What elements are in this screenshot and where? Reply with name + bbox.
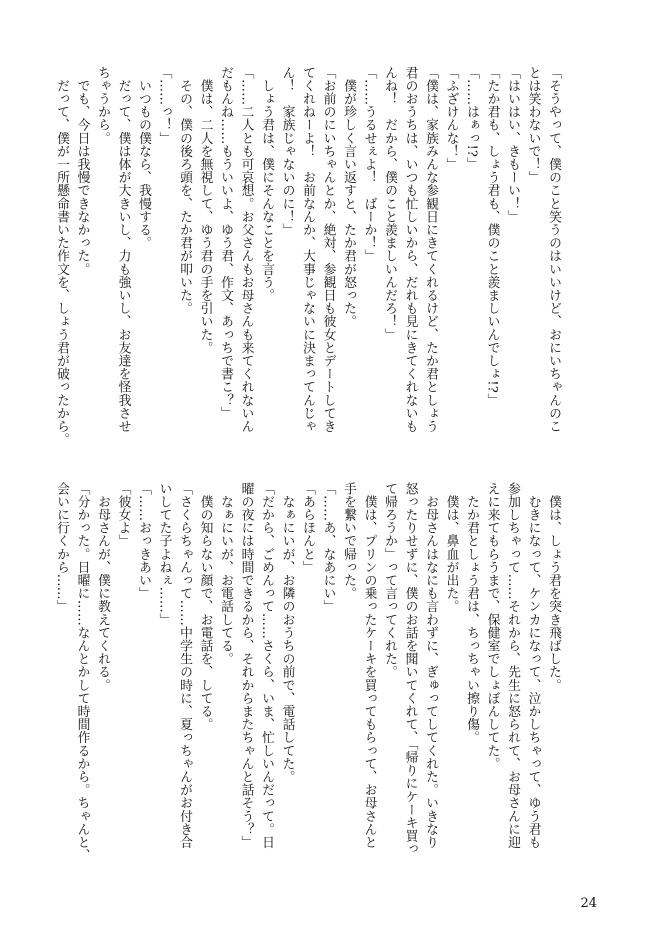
text-block-bottom	[51, 482, 564, 862]
text-line: 手を繋いで帰った。	[341, 482, 356, 600]
text-line: 参加しちゃって……それから、先生に怒られて、お母さんに迎	[505, 482, 520, 849]
text-line: その、僕の後ろ頭を、たか君が叩いた。	[177, 66, 192, 315]
text-line: なぁにいが、お電話してる。	[218, 482, 233, 666]
text-line: お母さんが、僕に教えてくれる。	[95, 482, 110, 692]
text-line: 「分かった。日曜に……なんとかして時間作るから。ちゃんと、	[74, 482, 90, 862]
text-line: だって、僕が一所懸命書いた作文を、しょう君が破ったから。	[54, 66, 69, 446]
text-line: 会いに行くから……」	[54, 482, 69, 613]
text-line: でも、今日は我慢できなかった。	[74, 66, 90, 276]
text-line: んね！ だから、僕のこと羨ましいんだろ！」	[382, 66, 397, 342]
text-line: 「だから、ごめんって……さくら、いま、忙しいんだって。日	[259, 482, 274, 849]
page-number: 24	[580, 896, 597, 911]
text-line: 「彼女よ」	[115, 482, 131, 548]
text-line: 「はいはい、きもーい！」	[505, 66, 520, 224]
text-line: 「さくらちゃんって……中学生の時に、夏っちゃんがお付き合	[177, 482, 192, 849]
text-line: だって、僕は体が大きいし、力も強いし、お友達を怪我させ	[115, 66, 131, 433]
text-line: 「そうやって、僕のこと笑うのはいいけど、おにいちゃんのこ	[546, 66, 561, 433]
text-line: 「お前のにいちゃんとか、絶対、参観日も彼女とデートしてき	[320, 66, 336, 433]
text-line: たか君としょう君は、ちっちゃい擦り傷。	[464, 482, 479, 744]
text-line: 僕が珍しく言い返すと、たか君が怒った。	[341, 66, 356, 328]
text-line: お母さんはなにも言わずに、ぎゅってしてくれた。いきなり	[423, 482, 438, 849]
text-line: むきになって、ケンカになって、泣かしちゃって、ゆう君も	[525, 482, 541, 849]
text-line: 「……っ！」	[156, 66, 172, 145]
text-block-top	[51, 66, 564, 446]
text-line: 君のおうちは、いつも忙しいから、だれも見にきてくれないも	[402, 66, 418, 433]
text-line: 「……あ、なあにい」	[320, 482, 336, 613]
text-line: 僕は、プリンの乗ったケーキを買ってもらって、お母さんと	[361, 482, 377, 849]
text-line: てくれねーよ！ お前なんか、大事じゃないに決まってんじゃ	[300, 66, 315, 433]
text-line: 僕は、鼻血が出た。	[443, 482, 459, 613]
text-line: 僕は、二人を無視して、ゆう君の手を引いた。	[197, 66, 213, 355]
text-line: なぁにいが、お隣のおうちの前で、電話してた。	[279, 482, 295, 784]
text-line: ん！ 家族じゃないのに！」	[279, 66, 295, 237]
text-line: 僕の知らない顔で、お電話を、してる。	[197, 482, 213, 731]
text-line: ちゃうから。	[95, 66, 110, 145]
text-line: えに来てもらうまで、保健室でしょぼんしてた。	[484, 482, 500, 771]
text-line: 「僕は、家族みんな参観日にきてくれるけど、たか君としょう	[423, 66, 438, 433]
text-line: 「……はぁっ!?」	[464, 66, 479, 171]
text-line: 「たか君も、しょう君も、僕のこと羨ましいんでしょ!?」	[484, 66, 500, 407]
text-line: 「……おっきあい」	[136, 482, 151, 600]
text-line: 僕は、しょう君を突き飛ばした。	[546, 482, 561, 692]
text-line: 「ふざけんな！」	[443, 66, 459, 171]
text-line: いしてた子よねぇ……」	[156, 482, 172, 627]
text-line: とは笑わないで！」	[525, 66, 541, 184]
text-line: 曜の夜には時間できるから、それからまたちゃんと話そう？」	[238, 482, 254, 849]
text-line: だもんね……もういいよ、ゆう君、作文、あっちで書こ？」	[218, 66, 233, 420]
text-line: 怒ったりせずに、僕のお話を聞いてくれて、「帰りにケーキ買っ	[402, 482, 418, 856]
text-line: 「あらほんと」	[300, 482, 315, 574]
text-line: 「……二人とも可哀想。お父さんもお母さんも来てくれないん	[238, 66, 254, 433]
text-line: て帰ろうか」って言ってくれた。	[382, 482, 397, 679]
text-line: 「……うるせぇよ！ ばーか！」	[361, 66, 377, 263]
text-line: いつもの僕なら、我慢する。	[136, 66, 151, 250]
text-line: しょう君は、僕にそんなことを言う。	[259, 66, 274, 302]
